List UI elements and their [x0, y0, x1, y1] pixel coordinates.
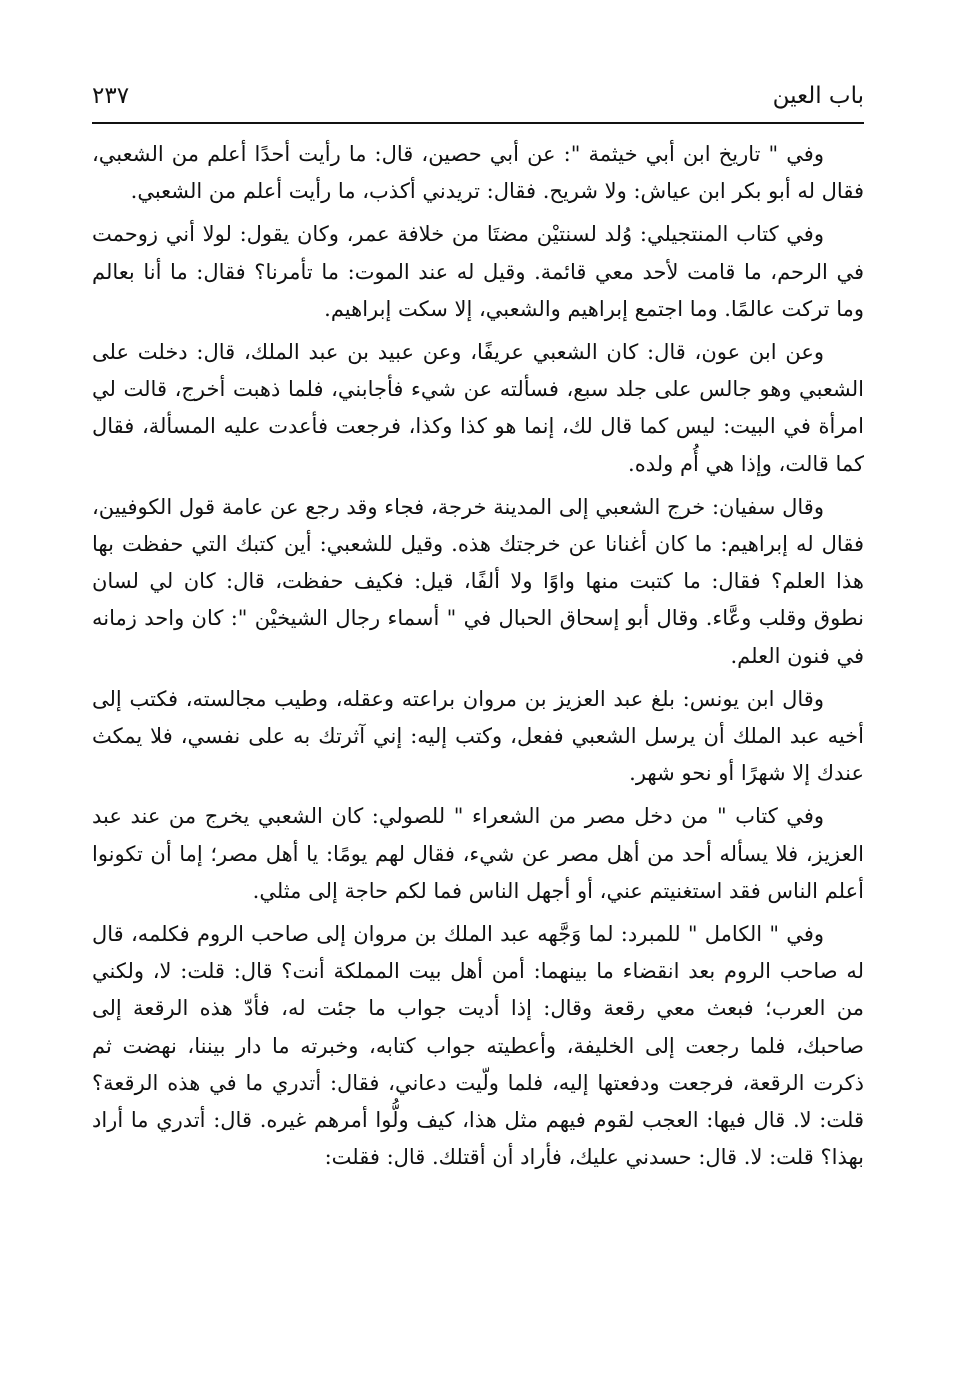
- paragraph: وقال سفيان: خرج الشعبي إلى المدينة خرجة، فجاء وقد رجع عن عامة قول الكوفيين، فقال له إبراهيم: ما كان أغنانا عن خرجتك هذه. وقيل للشعبي: أين كتبك التي حفظت بها هذا العلم؟ فقال: ما كتبت منها واوًا ولا ألفًا، قيل: فكيف حفظت، قال: كان لي لسان نطوق وقلب وعَّاء. وقال أبو إسحاق الحبال في " أسماء رجال الشيخيْن ": كان واحد زمانه في فنون العلم.: [92, 494, 864, 668]
- body-text: [92, 136, 864, 1182]
- paragraph: وفي كتاب " من دخل مصر من الشعراء " للصولي: كان الشعبي يخرج من عند عبد العزيز، فلا يسأله أحد من أهل مصر عن شيء، فقال لهم يومًا: يا أهل مصر؛ إما أن تكونوا أعلم الناس فقد استغنيتم عني، أو أجهل الناس فما لكم حاجة إلى مثلي.: [92, 804, 864, 903]
- paragraph: وفي " الكامل " للمبرد: لما وَجَّهه عبد الملك بن مروان إلى صاحب الروم فكلمه، قال له صاحب الروم بعد انقضاء ما بينهما: أمن أهل بيت المملكة أنت؟ قال: قلت: لا، ولكني من العرب؛ فبعث معي رقعة وقال: إذا أديت جواب ما جئت له، فأدّ هذه الرقعة إلى صاحبك، فلما رجعت إلى الخليفة، وأعطيته جواب كتابه، وخبرته ما دار بيننا، نهضت ثم ذكرت الرقعة، فرجعت ودفعتها إليه، فلما ولّيت دعاني، فقال: أتدري ما في هذه الرقعة؟ قلت: لا. قال فيها: العجب لقوم فيهم مثل هذا، كيف ولُّوا أمرهم غيره. قال: أتدري ما أراد بهذا؟ قلت: لا. قال: حسدني عليك، فأراد أن أقتلك. قال: فقلت:: [92, 922, 864, 1170]
- paragraph: وفي " تاريخ ابن أبي خيثمة ": عن أبي حصين، قال: ما رأيت أحدًا أعلم من الشعبي، فقال له أبو بكر ابن عياش: ولا شريح. فقال: تريدني أكذب، ما رأيت أعلم من الشعبي.: [92, 142, 864, 204]
- page-number: ٢٣٧: [92, 83, 130, 109]
- paragraph: وعن ابن عون، قال: كان الشعبي عريفًا، وعن عبيد بن عبد الملك، قال: دخلت على الشعبي وهو جالس على جلد سبع، فسألته عن شيء فأجابني، فلما ذهبت أخرج، قالت لي امرأة في البيت: ليس كما قال لك، إنما هو كذا وكذا، فرجعت فأعدت عليه المسألة، فقال كما قالت، وإذا هي أُم ولده.: [92, 340, 864, 476]
- page-header: [92, 78, 864, 118]
- paragraph: وفي كتاب المنتجيلي: وُلد لسنتيْن مضتَا من خلافة عمر، وكان يقول: لولا أني زوحمت في الرحم، ما قامت لأحد معي قائمة. وقيل له عند الموت: ما تأمرنا؟ فقال: ما أنا بعالم وما تركت عالمًا. وما اجتمع إبراهيم والشعبي، إلا سكت إبراهيم.: [92, 222, 864, 321]
- header-divider: [92, 122, 864, 124]
- paragraph: وقال ابن يونس: بلغ عبد العزيز بن مروان براعته وعقله، وطيب مجالسته، فكتب إلى أخيه عبد الملك أن يرسل الشعبي ففعل، وكتب إليه: إني آثرتك به على نفسي، فلا يمكث عندك إلا شهرًا أو نحو شهر.: [92, 686, 864, 786]
- chapter-title: باب العين: [772, 83, 864, 109]
